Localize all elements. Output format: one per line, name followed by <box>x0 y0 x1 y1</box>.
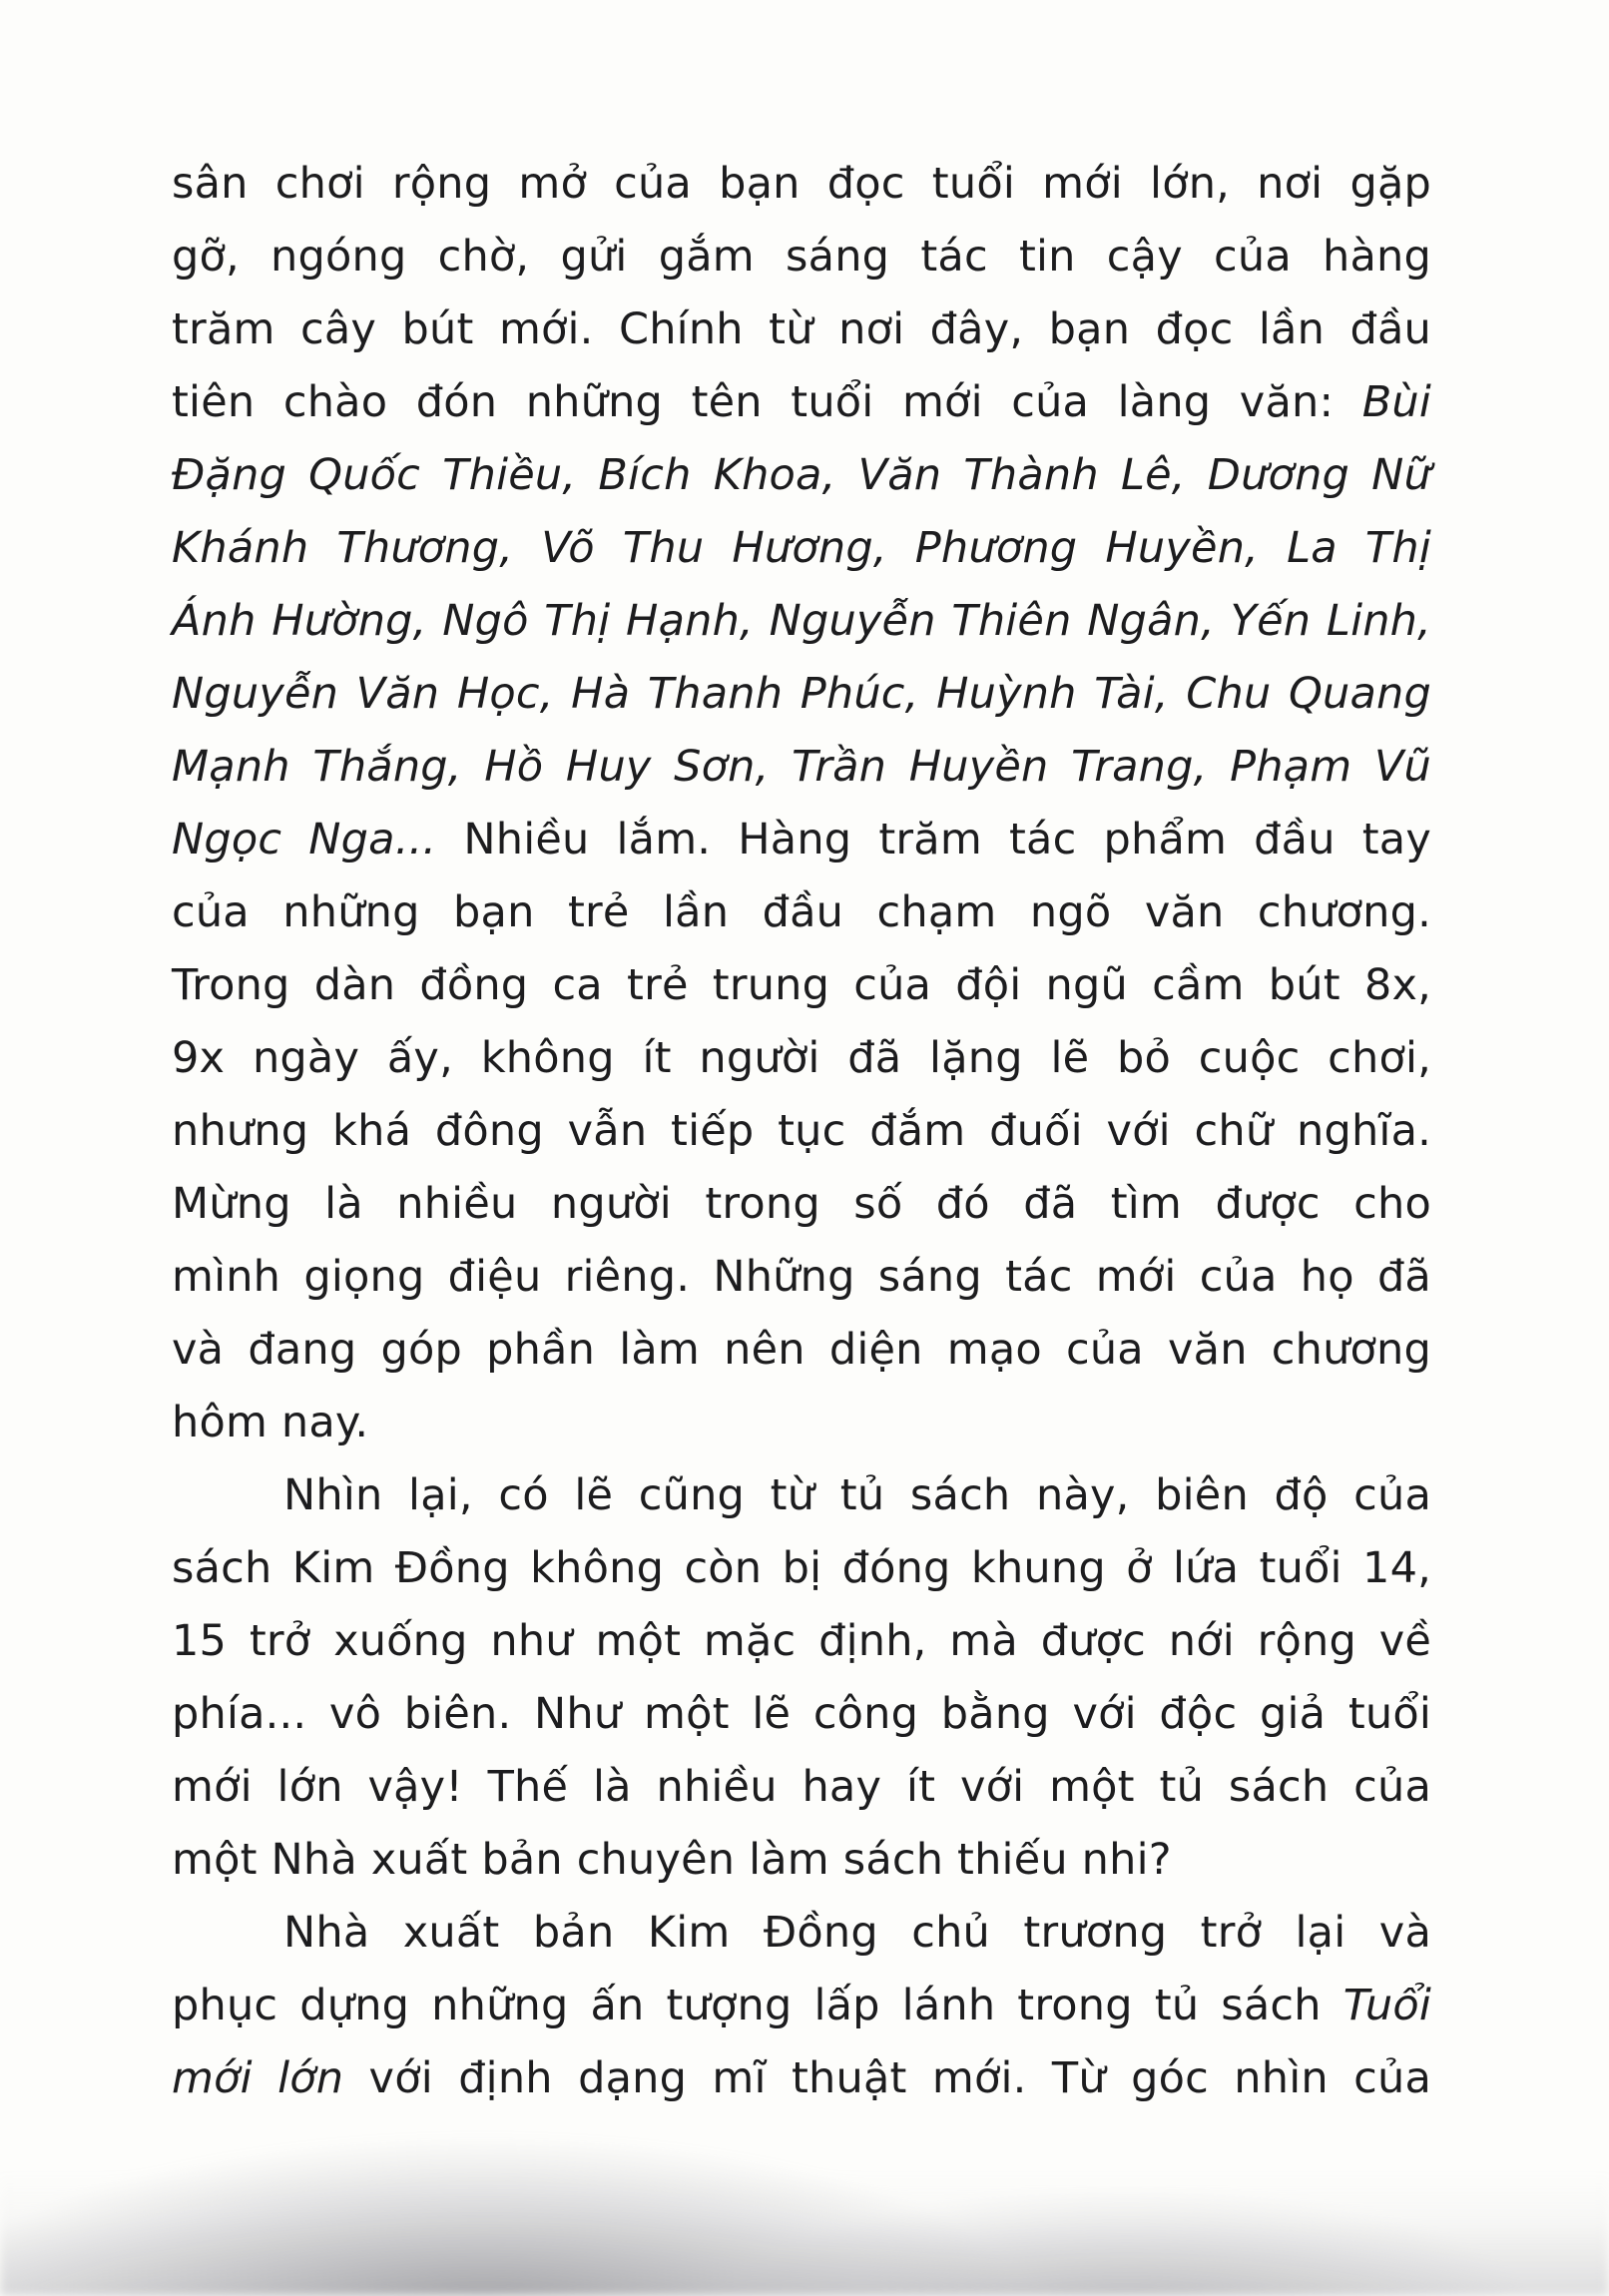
text-line <box>172 1459 1431 1532</box>
body-text: Mừng là nhiều người trong số đó đã tìm được cho <box>172 1179 1431 1229</box>
body-text: 9x ngày ấy, không ít người đã lặng lẽ bỏ cuộc chơi, <box>172 1033 1431 1083</box>
text-line <box>172 1387 1431 1459</box>
italic-text: Mạnh Thắng, Hồ Huy Sơn, Trần Huyền Trang, Phạm Vũ <box>172 742 1431 792</box>
body-text: 15 trở xuống như một mặc định, mà được nới rộng về <box>172 1616 1431 1666</box>
body-text: phục dựng những ấn tượng lấp lánh trong tủ sách <box>172 1981 1343 2030</box>
body-text: phía... vô biên. Như một lẽ công bằng với độc giả tuổi <box>172 1689 1431 1739</box>
italic-text: Ngọc Nga... <box>172 815 464 864</box>
body-text: mình giọng điệu riêng. Những sáng tác mới của họ đã <box>172 1252 1431 1302</box>
body-text: với định dạng mĩ thuật mới. Từ góc nhìn của <box>368 2053 1431 2103</box>
body-text: tiên chào đón những tên tuổi mới của làng văn: <box>172 377 1362 427</box>
page-text <box>172 148 1431 2115</box>
text-line <box>172 221 1431 293</box>
body-text: và đang góp phần làm nên diện mạo của văn chương <box>172 1325 1431 1375</box>
italic-text: Ánh Hường, Ngô Thị Hạnh, Nguyễn Thiên Ngân, Yến Linh, <box>172 596 1431 646</box>
text-line <box>172 366 1431 439</box>
text-line <box>172 1241 1431 1314</box>
text-line <box>172 658 1431 731</box>
italic-text: mới lớn <box>172 2053 369 2103</box>
body-text: Nhiều lắm. Hàng trăm tác phẩm đầu tay <box>463 815 1431 864</box>
text-line <box>172 1897 1431 1970</box>
italic-text: Khánh Thương, Võ Thu Hương, Phương Huyền, La Thị <box>172 523 1431 573</box>
text-line <box>172 512 1431 585</box>
text-line <box>172 585 1431 658</box>
text-line <box>172 1095 1431 1168</box>
body-text: sân chơi rộng mở của bạn đọc tuổi mới lớn, nơi gặp <box>172 159 1431 209</box>
text-line <box>172 2042 1431 2115</box>
text-line <box>172 949 1431 1022</box>
text-line <box>172 1605 1431 1678</box>
body-text: của những bạn trẻ lần đầu chạm ngõ văn chương. <box>172 887 1431 937</box>
text-line <box>172 1532 1431 1605</box>
italic-text: Tuổi <box>1342 1981 1431 2030</box>
text-line <box>172 1751 1431 1824</box>
body-text: mới lớn vậy! Thế là nhiều hay ít với một tủ sách của <box>172 1762 1431 1812</box>
text-line <box>172 1168 1431 1241</box>
text-line <box>172 293 1431 366</box>
text-line <box>172 439 1431 512</box>
italic-text: Bùi <box>1361 377 1431 427</box>
text-line <box>172 1022 1431 1095</box>
page-bottom-scan-shadow <box>0 2106 1609 2296</box>
body-text: Nhà xuất bản Kim Đồng chủ trương trở lại và <box>283 1908 1431 1958</box>
italic-text: Nguyễn Văn Học, Hà Thanh Phúc, Huỳnh Tài, Chu Quang <box>172 669 1431 719</box>
body-text: trăm cây bút mới. Chính từ nơi đây, bạn đọc lần đầu <box>172 304 1431 354</box>
body-text: Trong dàn đồng ca trẻ trung của đội ngũ cầm bút 8x, <box>172 960 1431 1010</box>
text-line <box>172 804 1431 876</box>
text-line <box>172 148 1431 221</box>
text-line <box>172 1970 1431 2042</box>
body-text: sách Kim Đồng không còn bị đóng khung ở lứa tuổi 14, <box>172 1543 1431 1593</box>
italic-text: Đặng Quốc Thiều, Bích Khoa, Văn Thành Lê, Dương Nữ <box>172 450 1431 500</box>
body-text: Nhìn lại, có lẽ cũng từ tủ sách này, biên độ của <box>283 1470 1431 1520</box>
body-text: một Nhà xuất bản chuyên làm sách thiếu nhi? <box>172 1835 1172 1885</box>
text-line <box>172 1314 1431 1387</box>
body-text: hôm nay. <box>172 1398 369 1447</box>
text-line <box>172 876 1431 949</box>
body-text: gỡ, ngóng chờ, gửi gắm sáng tác tin cậy của hàng <box>172 232 1431 282</box>
body-text: nhưng khá đông vẫn tiếp tục đắm đuối với chữ nghĩa. <box>172 1106 1431 1156</box>
text-line <box>172 1678 1431 1751</box>
text-line <box>172 1824 1431 1897</box>
text-line <box>172 731 1431 804</box>
